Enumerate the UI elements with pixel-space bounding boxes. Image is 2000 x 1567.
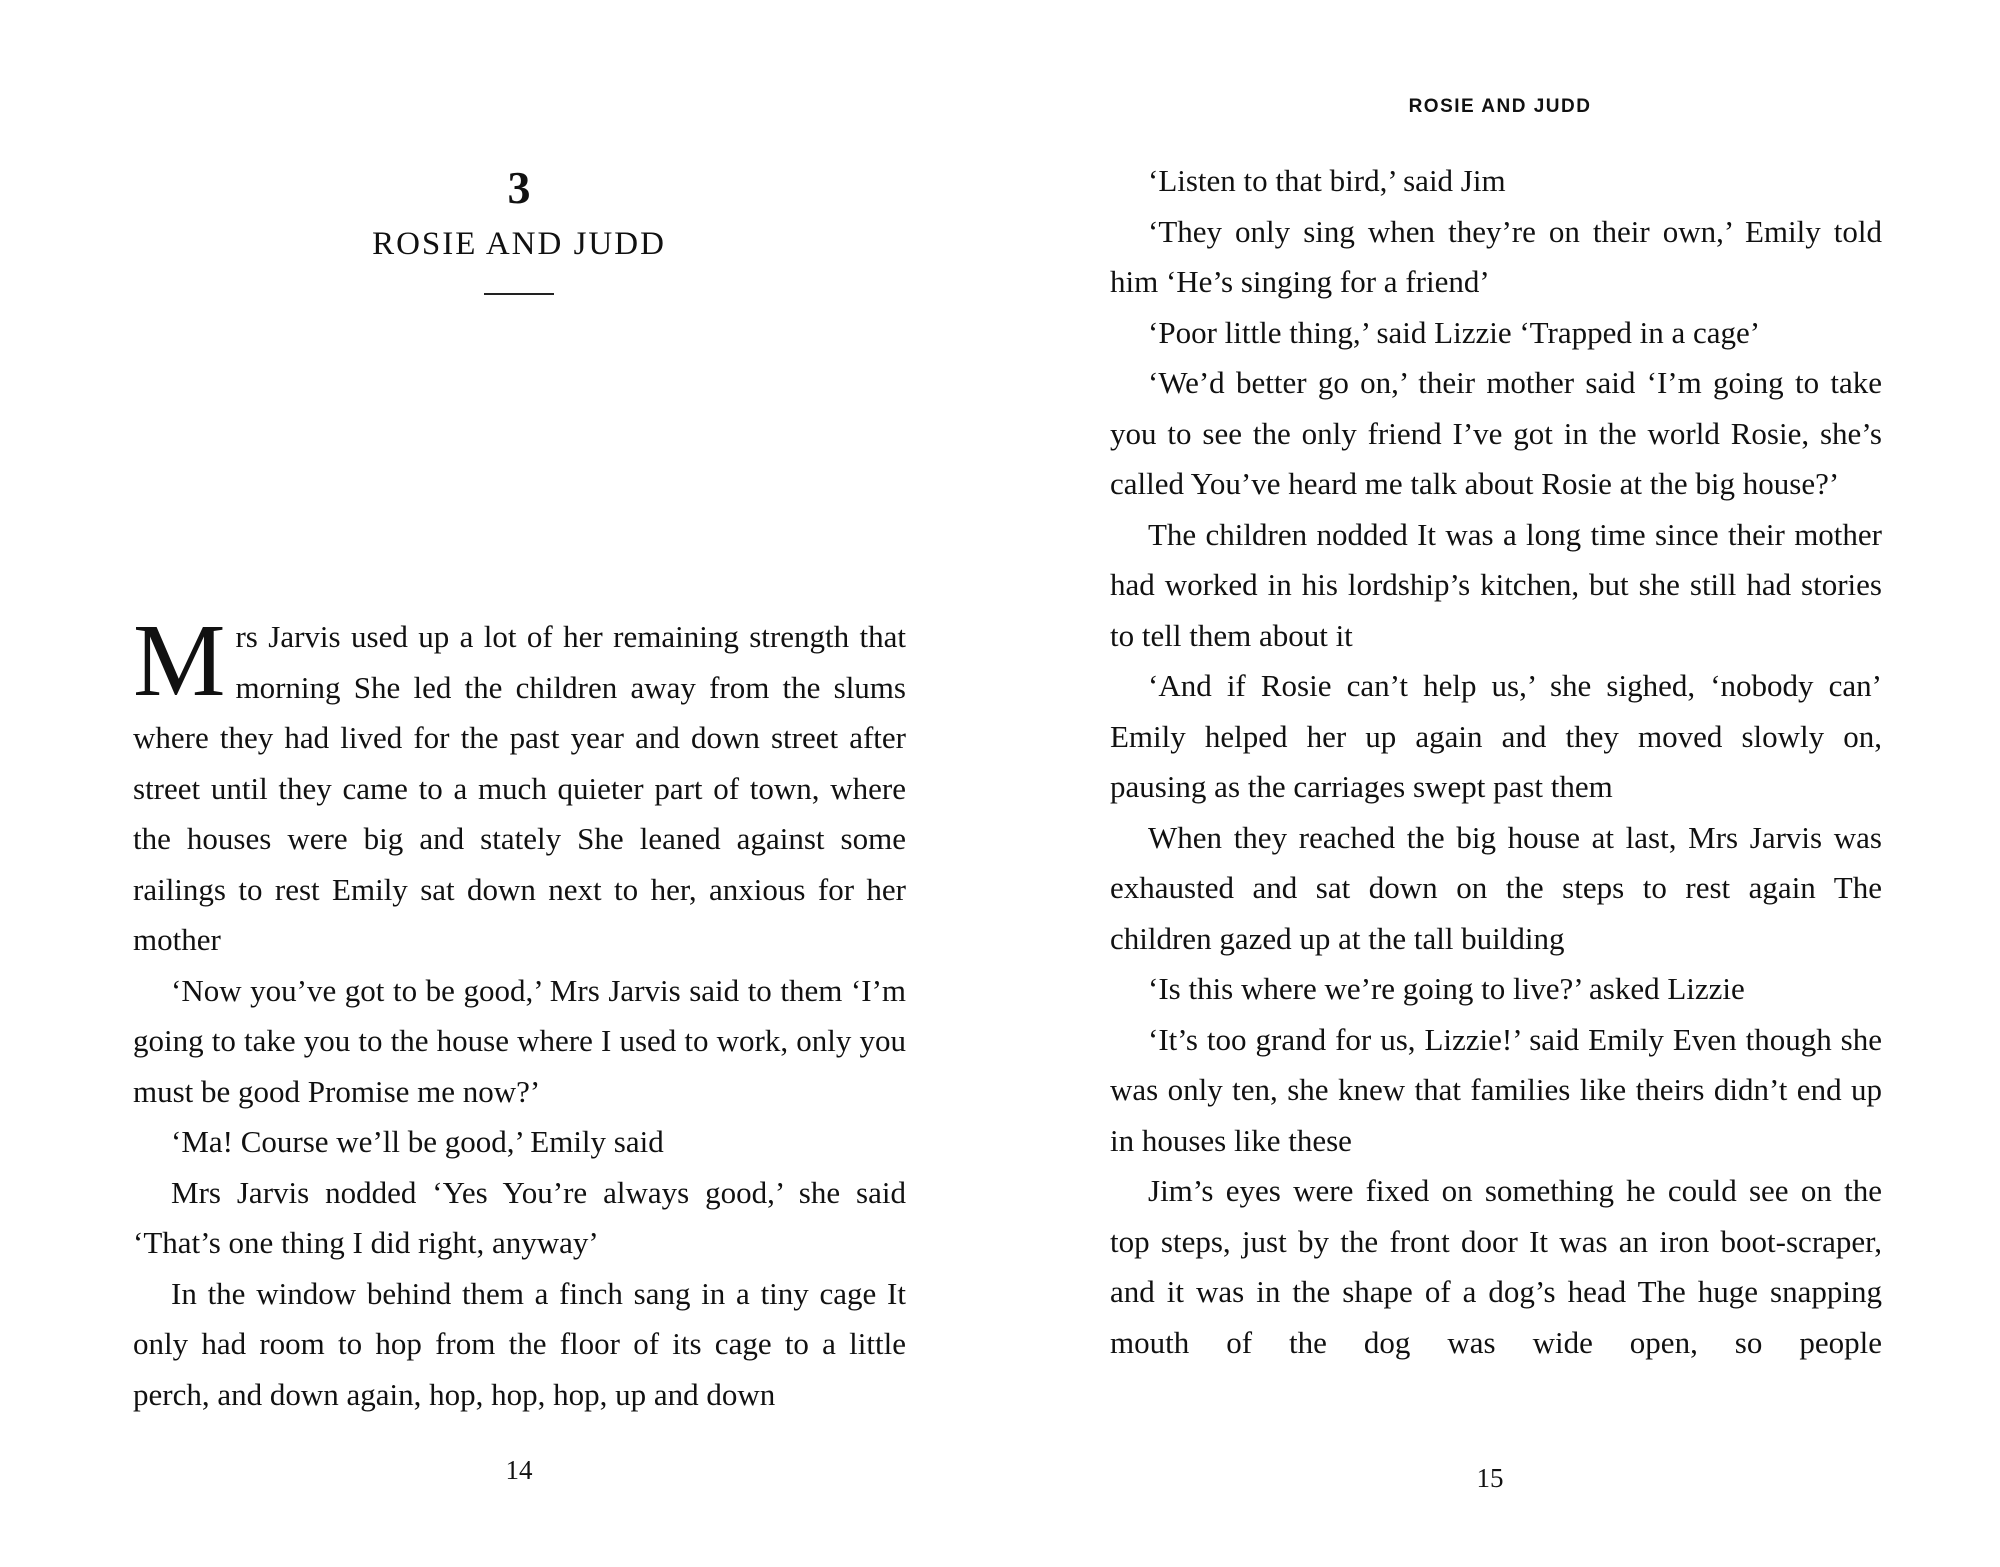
paragraph: ‘We’d better go on,’ their mother said ‘I’m going to take you to see the only friend I’ve got in the world Rosie, she’s called You’ve heard me talk about Rosie at the big house?’ [1110,365,1882,501]
page-number: 15 [1476,1463,1504,1493]
paragraph: ‘Is this where we’re going to live?’ asked Lizzie [1148,971,1745,1006]
paragraph-text: rs Jarvis used up a lot of her remaining strength that morning She led the children away from the slums where they had lived for the past year and down street after street until they came to a much quieter part of town, where the houses were big and stately She leaned against some railings to rest Emily sat down next to her, anxious for her mother [133,619,906,957]
paragraph: Mrs Jarvis nodded ‘Yes You’re always good,’ she said ‘That’s one thing I did right, anyway’ [133,1174,906,1260]
paragraph: When they reached the big house at last, Mrs Jarvis was exhausted and sat down on the steps to rest again The children gazed up at the tall building [1110,819,1882,956]
chapter-title-rule [484,293,554,295]
chapter-number: 3 [507,162,531,213]
chapter-title: ROSIE AND JUDD [372,226,666,262]
paragraph: ‘They only sing when they’re on their own,’ Emily told him ‘He’s singing for a friend’ [1110,213,1882,299]
paragraph: ‘Ma! Course we’ll be good,’ Emily said [171,1124,664,1159]
right-page-body [1110,156,1882,1368]
paragraph: Jim’s eyes were fixed on something he could see on the top steps, just by the front door It was an iron boot-scraper, and it was in the shape of a dog’s head The huge snapping mouth of the dog was wide open, so people [1110,1173,1882,1360]
paragraph: In the window behind them a finch sang in a tiny cage It only had room to hop from the floor of its cage to a little perch, and down again, hop, hop, hop, up and down [133,1275,906,1412]
drop-cap: M [133,603,226,718]
paragraph: ‘And if Rosie can’t help us,’ she sighed, ‘nobody can’ Emily helped her up again and they moved slowly on, pausing as the carriages swept past them [1110,668,1882,804]
right-page [1000,0,2000,1567]
paragraph: ‘Listen to that bird,’ said Jim [1148,163,1506,198]
paragraph: ‘It’s too grand for us, Lizzie!’ said Emily Even though she was only ten, she knew that families like theirs didn’t end up in houses like these [1110,1021,1882,1158]
paragraph [133,603,906,966]
paragraph: ‘Now you’ve got to be good,’ Mrs Jarvis said to them ‘I’m going to take you to the house where I used to work, only you must be good Promise me now?’ [133,972,906,1109]
running-head: ROSIE AND JUDD [1408,96,1592,117]
left-page-body [133,603,906,1420]
page-number: 14 [505,1455,533,1485]
paragraph: The children nodded It was a long time since their mother had worked in his lordship’s kitchen, but she still had stories to tell them about it [1110,516,1882,653]
paragraph: ‘Poor little thing,’ said Lizzie ‘Trapped in a cage’ [1148,314,1761,350]
